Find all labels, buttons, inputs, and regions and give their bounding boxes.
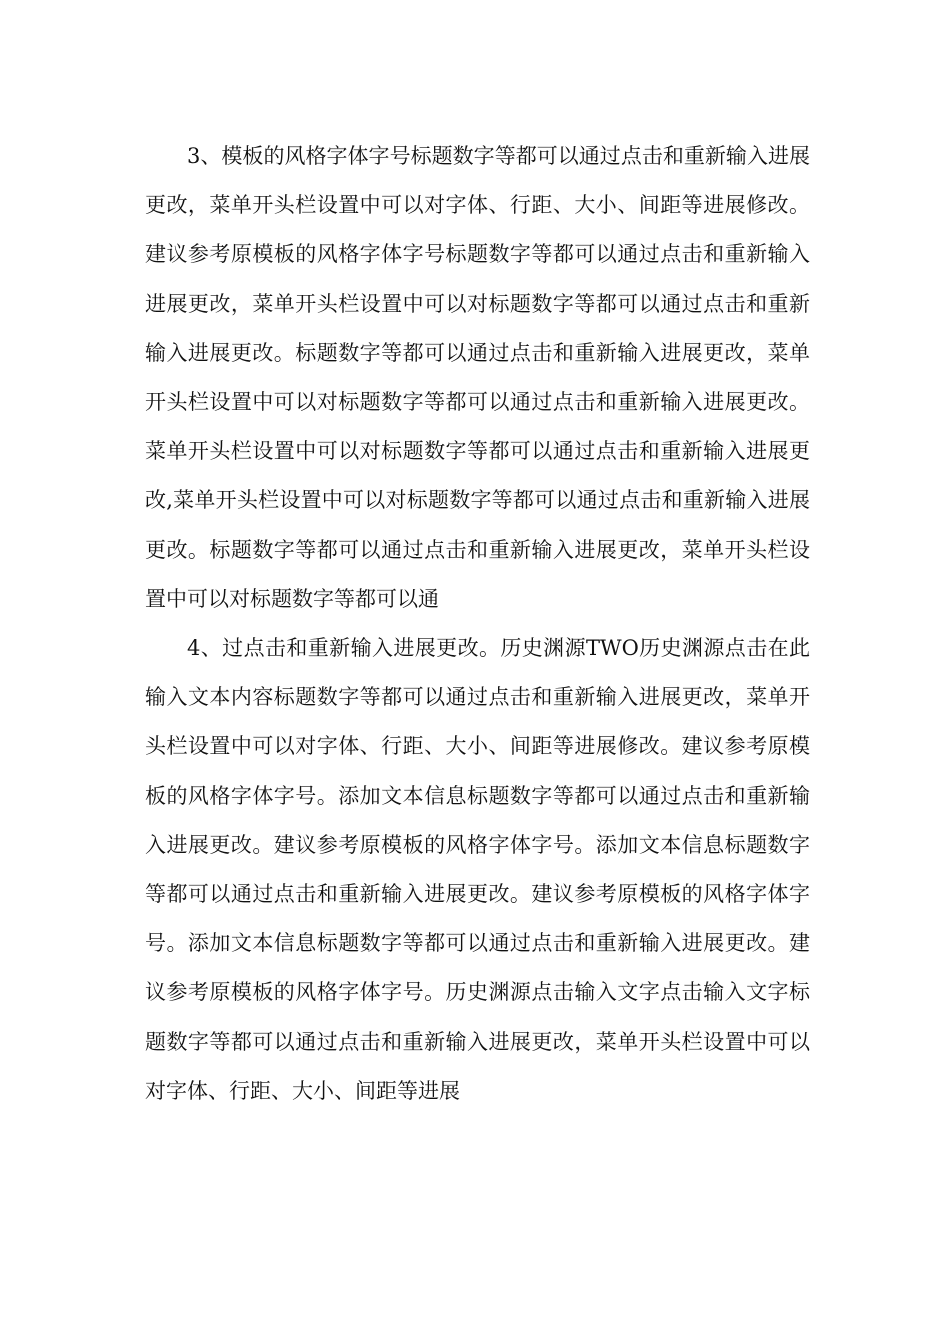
document-body xyxy=(145,132,810,1116)
paragraph-4: 4、过点击和重新输入进展更改。历史渊源TWO历史渊源点击在此输入文本内容标题数字等都可以通过点击和重新输入进展更改，菜单开头栏设置中可以对字体、行距、大小、间距等进展修改。建议参考原模板的风格字体字号。添加文本信息标题数字等都可以通过点击和重新输入进展更改。建议参考原模板的风格字体字号。添加文本信息标题数字等都可以通过点击和重新输入进展更改。建议参考原模板的风格字体字号。添加文本信息标题数字等都可以通过点击和重新输入进展更改。建议参考原模板的风格字体字号。历史渊源点击输入文字点击输入文字标题数字等都可以通过点击和重新输入进展更改，菜单开头栏设置中可以对字体、行距、大小、间距等进展 xyxy=(145,636,810,1103)
paragraph-3: 3、模板的风格字体字号标题数字等都可以通过点击和重新输入进展更改，菜单开头栏设置中可以对字体、行距、大小、间距等进展修改。建议参考原模板的风格字体字号标题数字等都可以通过点击和重新输入进展更改，菜单开头栏设置中可以对标题数字等都可以通过点击和重新输入进展更改。标题数字等都可以通过点击和重新输入进展更改，菜单开头栏设置中可以对标题数字等都可以通过点击和重新输入进展更改。菜单开头栏设置中可以对标题数字等都可以通过点击和重新输入进展更改,菜单开头栏设置中可以对标题数字等都可以通过点击和重新输入进展更改。标题数字等都可以通过点击和重新输入进展更改，菜单开头栏设置中可以对标题数字等都可以通 xyxy=(145,144,810,611)
